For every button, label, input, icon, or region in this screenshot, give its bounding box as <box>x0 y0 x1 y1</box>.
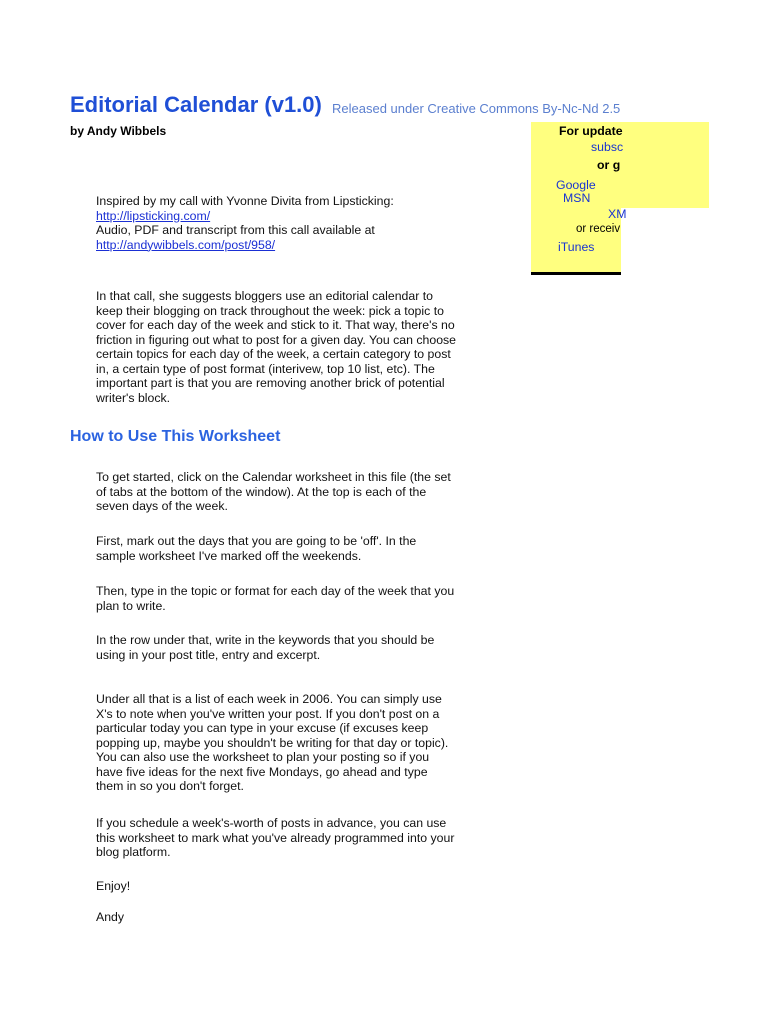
paragraph-line: To get started, click on the Calendar worksheet in this file (the set <box>96 470 451 484</box>
paragraph-line: them in so you don't forget. <box>96 779 244 793</box>
paragraph-line: sample worksheet I've marked off the weekends. <box>96 548 362 563</box>
paragraph-line: have five ideas for the next five Mondays, go ahead and type <box>96 764 428 779</box>
paragraph-line: If you schedule a week's-worth of posts in advance, you can use <box>96 816 447 830</box>
howto-paragraph-1 <box>96 470 476 514</box>
howto-paragraph-3 <box>96 584 476 613</box>
itunes-link[interactable]: iTunes <box>558 240 595 254</box>
paragraph-line: In that call, she suggests bloggers use an editorial calendar to <box>96 289 434 303</box>
paragraph-line: Then, type in the topic or format for each day of the week that you <box>96 584 455 598</box>
howto-paragraph-2 <box>96 534 476 563</box>
paragraph-line: blog platform. <box>96 845 171 859</box>
msn-link[interactable]: MSN <box>563 191 591 205</box>
updates-label: For update <box>559 124 623 138</box>
paragraph-line: important part is that you are removing another brick of potential <box>96 376 445 390</box>
paragraph-line: You can also use the worksheet to plan your posting so if you <box>96 750 430 764</box>
paragraph-line: this worksheet to mark what you've already programmed into your <box>96 830 455 845</box>
enjoy-line: Enjoy! <box>96 879 131 893</box>
signoff-line: Andy <box>96 910 125 924</box>
license-note: Released under Creative Commons By-Nc-Nd 2.5 <box>332 101 621 116</box>
paragraph-line: particular today you can type in your excuse (if excuses keep <box>96 721 429 735</box>
paragraph-line: plan to write. <box>96 598 166 613</box>
paragraph-line: X's to note when you've written your post. If you don't post on a <box>96 706 440 721</box>
paragraph-line: in, a certain type of post format (interivew, top 10 list, etc). The <box>96 361 435 376</box>
howto-paragraph-6 <box>96 816 476 860</box>
paragraph-line: In the row under that, write in the keywords that you should be <box>96 633 435 647</box>
paragraph-line: popping up, maybe you shouldn't be writing for that day or topic). <box>96 735 449 750</box>
call-paragraph <box>96 289 476 405</box>
paragraph-line: friction in figuring out what to post for a given day. You can choose <box>96 332 457 347</box>
paragraph-line: Under all that is a list of each week in 2006. You can simply use <box>96 692 442 706</box>
howto-paragraph-5 <box>96 692 476 794</box>
paragraph-line: seven days of the week. <box>96 499 228 513</box>
intro-line: Inspired by my call with Yvonne Divita from Lipsticking: <box>96 194 394 208</box>
intro-line: Audio, PDF and transcript from this call available at <box>96 223 375 237</box>
panel-divider <box>531 272 621 275</box>
subscribe-link[interactable]: subsc <box>591 140 624 154</box>
intro-block <box>96 194 476 252</box>
page-title: Editorial Calendar (v1.0) <box>70 92 322 117</box>
paragraph-line: keep their blogging on track throughout the week: pick a topic to <box>96 303 444 318</box>
lipsticking-link[interactable]: http://lipsticking.com/ <box>96 208 211 223</box>
paragraph-line: using in your post title, entry and excerpt. <box>96 647 321 662</box>
or-receive-label: or receiv <box>576 223 621 235</box>
section-heading: How to Use This Worksheet <box>70 428 281 445</box>
paragraph-line: certain topics for each day of the week, a certain category to post <box>96 347 451 361</box>
paragraph-line: of tabs at the bottom of the window). At the top is each of the <box>96 484 427 499</box>
xml-link[interactable]: XM <box>608 207 627 221</box>
paragraph-line: cover for each day of the week and stick to it. That way, there's no <box>96 318 455 332</box>
updates-panel-content <box>531 122 627 272</box>
or-g-label: or g <box>597 158 621 172</box>
howto-paragraph-4 <box>96 633 476 662</box>
andywibbels-link[interactable]: http://andywibbels.com/post/958/ <box>96 237 276 252</box>
author-byline: by Andy Wibbels <box>70 124 167 138</box>
paragraph-line: First, mark out the days that you are going to be 'off'. In the <box>96 534 417 548</box>
google-link[interactable]: Google <box>556 178 596 192</box>
paragraph-line: writer's block. <box>96 390 171 405</box>
